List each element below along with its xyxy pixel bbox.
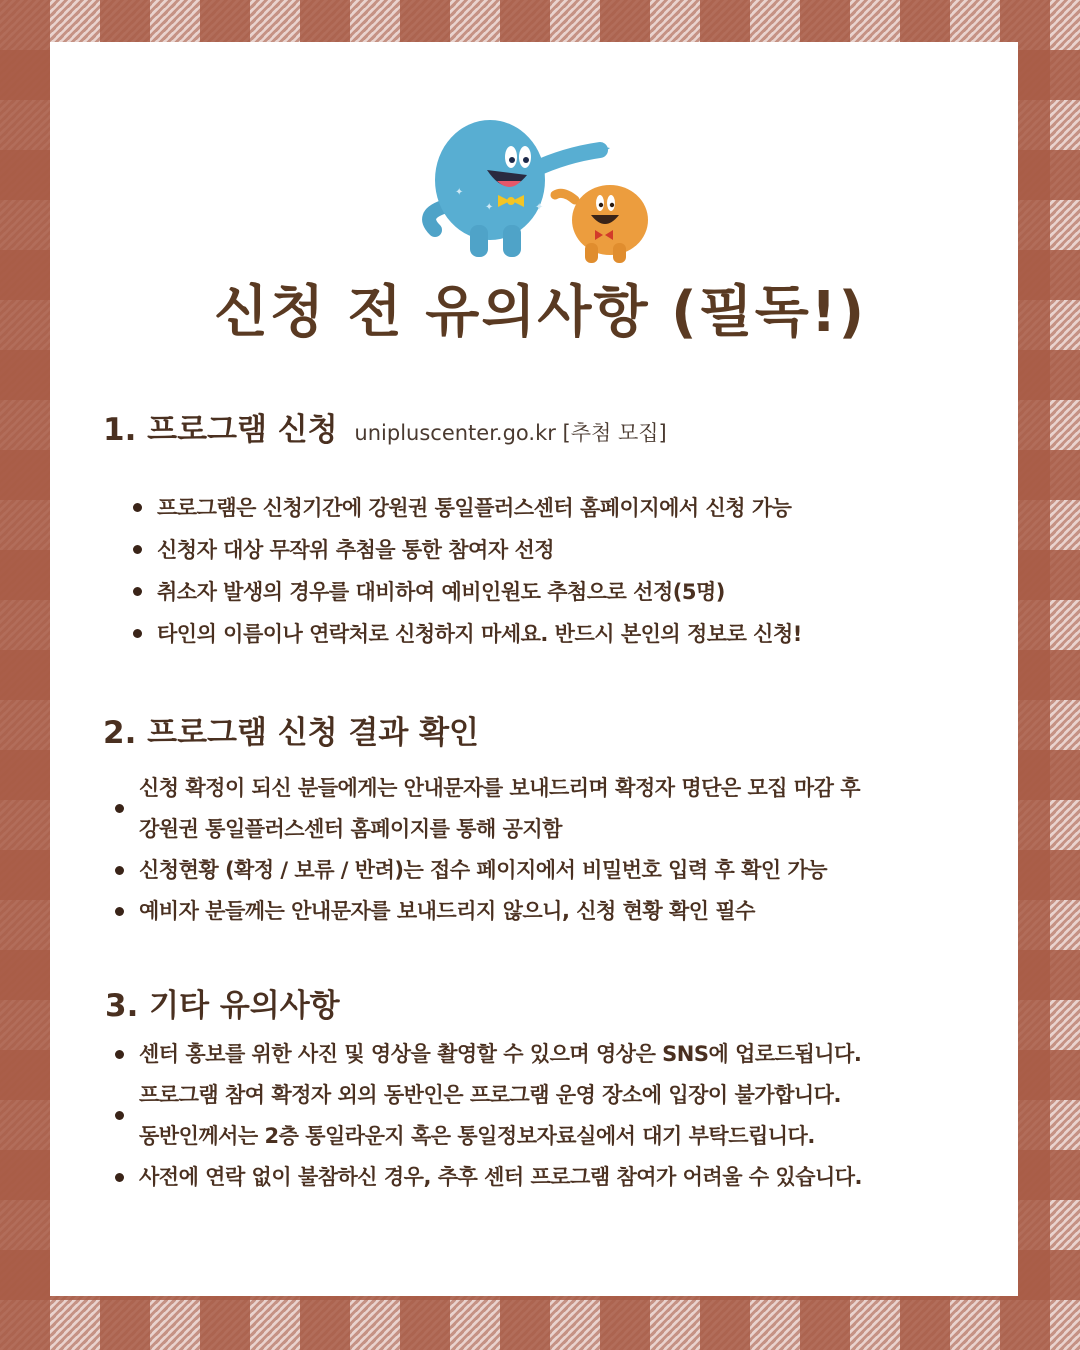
- page-title: 신청 전 유의사항 (필독!): [213, 280, 867, 345]
- svg-text:✦: ✦: [455, 187, 464, 198]
- list-item: 취소자 발생의 경우를 대비하여 예비인원도 추첨으로 선정(5명): [133, 571, 802, 613]
- list-item: 신청현황 (확정 / 보류 / 반려)는 접수 페이지에서 비밀번호 입력 후 확인 가능: [115, 850, 860, 891]
- section-2-list: [115, 768, 860, 932]
- section-1-heading: [103, 404, 667, 449]
- list-item: 타인의 이름이나 연락처로 신청하지 마세요. 반드시 본인의 정보로 신청!: [133, 613, 802, 655]
- list-item: 신청 확정이 되신 분들에게는 안내문자를 보내드리며 확정자 명단은 모집 마감 후 강원권 통일플러스센터 홈페이지를 통해 공지함: [115, 768, 860, 850]
- orange-mascot: [555, 185, 648, 263]
- list-item-continuation: 동반인께서는 2층 통일라운지 혹은 통일정보자료실에서 대기 부탁드립니다.: [139, 1124, 815, 1148]
- section-3-list: [115, 1034, 862, 1198]
- list-item: 신청자 대상 무작위 추첨을 통한 참여자 선정: [133, 529, 802, 571]
- section-2-heading: [103, 707, 479, 752]
- section-1-heading-text: 1. 프로그램 신청: [103, 412, 338, 448]
- svg-text:✦: ✦: [535, 202, 544, 213]
- list-item: 프로그램 참여 확정자 외의 동반인은 프로그램 운영 장소에 입장이 불가합니다. 동반인께서는 2층 통일라운지 혹은 통일정보자료실에서 대기 부탁드립니다.: [115, 1075, 862, 1157]
- section-2-heading-text: 2. 프로그램 신청 결과 확인: [103, 715, 479, 751]
- section-1-url: unipluscenter.go.kr [추첨 모집]: [354, 421, 667, 445]
- list-item-continuation: 강원권 통일플러스센터 홈페이지를 통해 공지함: [139, 817, 562, 841]
- list-item: 프로그램은 신청기간에 강원권 통일플러스센터 홈페이지에서 신청 가능: [133, 487, 802, 529]
- section-3-heading-text: 3. 기타 유의사항: [105, 988, 340, 1024]
- section-3-heading: [105, 980, 340, 1025]
- svg-text:✦: ✦: [485, 202, 494, 213]
- mascot-illustration: [415, 115, 665, 265]
- list-item: 센터 홍보를 위한 사진 및 영상을 촬영할 수 있으며 영상은 SNS에 업로드됩니다.: [115, 1034, 862, 1075]
- list-item: 예비자 분들께는 안내문자를 보내드리지 않으니, 신청 현황 확인 필수: [115, 891, 860, 932]
- section-1-list: [133, 487, 802, 655]
- list-item: 사전에 연락 없이 불참하신 경우, 추후 센터 프로그램 참여가 어려울 수 있습니다.: [115, 1157, 862, 1198]
